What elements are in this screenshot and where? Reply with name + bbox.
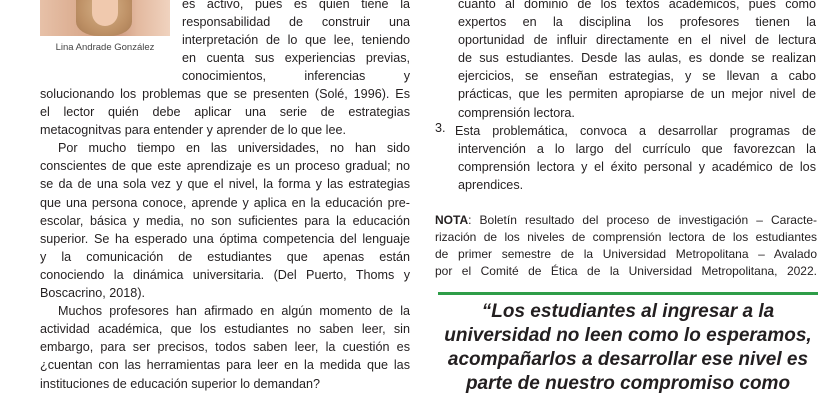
text-line: aprendices. (458, 177, 524, 192)
right-column (455, 0, 816, 194)
text-line: es activo, pues es quien tiene la (182, 0, 410, 11)
text-line: oportunidad de influir directamente en el nivel de lectura (458, 33, 816, 48)
list-number: 3. (435, 121, 446, 135)
text-line: metacognitvas para entender y aprender de lo que lee. (40, 123, 346, 138)
text-line: conscientes de que este aprendizaje es un proceso gradual; no (40, 159, 410, 174)
text-line: embargo, para ser precisos, todos saben leer, la cuestión es (40, 340, 410, 355)
left-column (40, 85, 410, 393)
text-line: que una persona conoce, aprende y aplica en la educación pre- (40, 195, 410, 210)
note-line: de primer semestre de la Universidad Metropolitana – Avalado (435, 247, 817, 261)
text-line: Muchos profesores han afirmado en algún momento de la (58, 304, 410, 319)
text-line: ejercicios, se enseñan estrategias, y se llevan a cabo (458, 69, 816, 84)
text-line: de sus estudiantes. Desde las aulas, es donde se realizan (458, 51, 816, 66)
text-line: y la comunicación de estudiantes que apenas están (40, 249, 410, 264)
text-line: conocimientos, inferencias y (182, 69, 410, 84)
author-caption: Lina Andrade González (55, 42, 155, 53)
quote-line: acompañarlos a desarrollar ese nivel es (447, 349, 809, 370)
text-line: el lector quién debe aplicar una serie de estrategias (40, 105, 410, 120)
text-line: ¿cuentan con las herramientas para leer en la medida que las (40, 358, 410, 373)
text-line: intervención a lo largo del currículo que favorezcan la (458, 141, 816, 156)
note-line: rización de los niveles de comprensión lectora de los estudiantes (435, 230, 817, 244)
text-line: Boscacrino, 2018). (40, 286, 146, 301)
text-line: expertos en la disciplina los profesores tienen la (458, 15, 816, 30)
text-line: en cuenta sus experiencias previas, (182, 51, 410, 66)
text-line: conociendo la dinámica universitaria. (Del Puerto, Thoms y (40, 267, 410, 282)
quote-line: parte de nuestro compromiso como (465, 373, 791, 394)
text-line: instituciones de educación superior lo demandan? (40, 376, 321, 391)
quote-line: universidad no leen como lo esperamos, (444, 325, 812, 346)
green-divider (438, 292, 818, 295)
text-line: Esta problemática, convoca a desarrollar programas de (455, 123, 816, 138)
text-line: superior. Se ha esperado una óptima competencia del lenguaje (40, 231, 410, 246)
text-line: prácticas, que les permiten apropiarse de un mejor nivel de (458, 87, 816, 102)
author-photo-face (92, 0, 118, 26)
text-line: Por mucho tiempo en las universidades, no han sido (58, 141, 410, 156)
pull-quote (438, 300, 818, 396)
text-line: comprensión lectora y el éxito personal y académico de los (458, 159, 816, 174)
text-line: escolar, básica y media, no son suficientes para la educación (40, 213, 410, 228)
author-photo (40, 0, 170, 36)
note-label: NOTA (435, 213, 469, 227)
quote-line: “Los estudiantes al ingresar a la (481, 301, 775, 322)
research-note (435, 212, 817, 280)
text-line: cuanto al dominio de los textos académicos, pues como (458, 0, 816, 11)
text-line: actividad académica, que los estudiantes no saben leer, sin (40, 322, 410, 337)
text-line: solucionando los problemas que se presenten (Solé, 1996). Es (40, 87, 410, 101)
note-text: : Boletín resultado del proceso de investigación – Caracte- (468, 213, 817, 227)
text-line: se da de una sola vez y que el nivel, la forma y las estrategias (40, 177, 410, 192)
text-line: interpretación de lo que lee, teniendo (182, 33, 410, 48)
top-right-paragraph (182, 0, 410, 85)
text-line: comprensión lectora. (458, 105, 575, 120)
note-line: por el Comité de Ética de la Universidad Metropolitana, 2022. (435, 264, 817, 278)
text-line: responsabilidad de construir una (182, 15, 410, 30)
